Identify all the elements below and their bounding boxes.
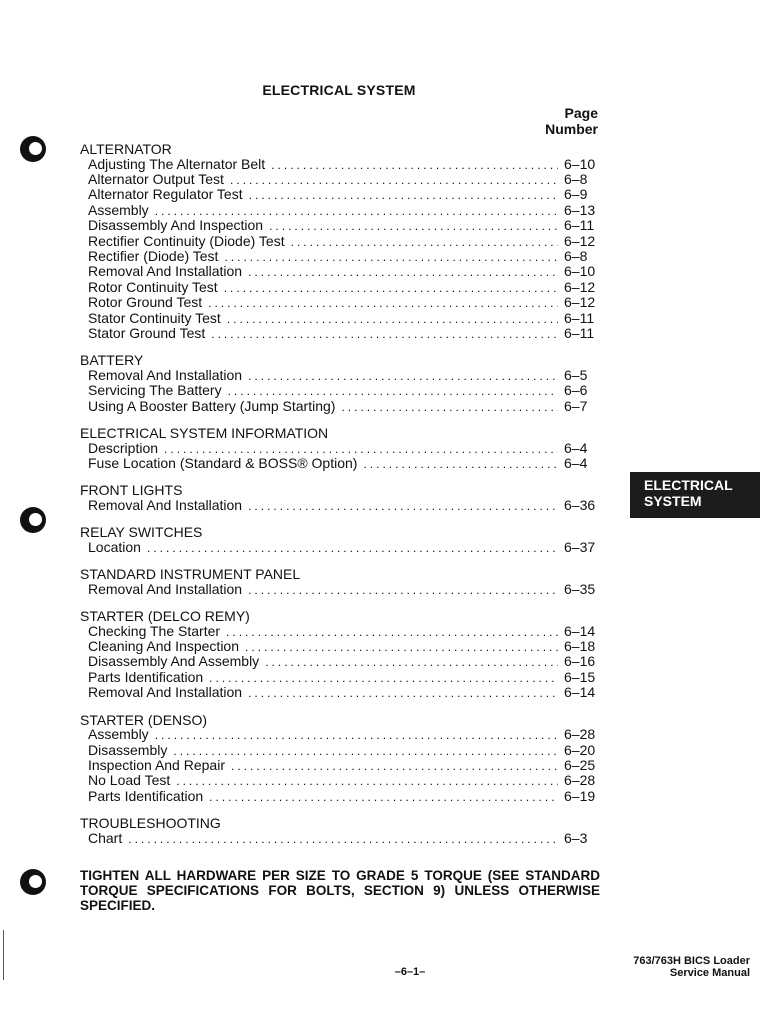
toc-entry: [80, 157, 598, 172]
toc-entry: [80, 743, 598, 758]
section-title: RELAY SWITCHES: [80, 524, 203, 541]
section-title: FRONT LIGHTS: [80, 482, 183, 499]
dot-leader: [265, 655, 558, 669]
toc-entry: [80, 831, 598, 846]
toc-entry: [80, 624, 598, 639]
toc-section: [80, 525, 598, 555]
dot-leader: [231, 759, 558, 773]
entry-page-number: 6–28: [564, 772, 596, 789]
entry-label: Disassembly And Inspection: [88, 217, 264, 234]
entry-label: Description: [88, 439, 159, 456]
toc-entry: [80, 187, 598, 202]
entry-label: Rotor Ground Test: [88, 294, 203, 311]
entry-label: Stator Ground Test: [88, 324, 206, 341]
entry-page-number: 6–15: [564, 668, 596, 685]
toc-entry: [80, 264, 598, 279]
toc-section: [80, 483, 598, 513]
dot-leader: [248, 686, 558, 700]
dot-leader: [164, 442, 558, 456]
entry-page-number: 6–11: [564, 217, 595, 234]
toc-entry: [80, 218, 598, 233]
entry-label: Rectifier (Diode) Test: [88, 247, 219, 264]
binder-hole-icon: [20, 869, 46, 895]
entry-page-number: 6–19: [564, 787, 596, 804]
manual-title-line2: Service Manual: [669, 967, 750, 979]
toc-entry: [80, 654, 598, 669]
page-header-line2: Number: [545, 121, 598, 137]
toc-entry: [80, 249, 598, 264]
dot-leader: [211, 327, 558, 341]
entry-page-number: 6–35: [564, 580, 596, 597]
entry-label: Fuse Location (Standard & BOSS® Option): [88, 455, 358, 471]
toc-entry: [80, 383, 598, 398]
dot-leader: [249, 188, 558, 202]
entry-label: Rectifier Continuity (Diode) Test: [88, 232, 285, 249]
section-title: STARTER (DENSO): [80, 711, 208, 728]
dot-leader: [209, 671, 558, 685]
entry-label: Chart: [88, 829, 123, 846]
entry-label: Inspection And Repair: [88, 756, 225, 773]
page-number-header: [545, 105, 598, 137]
binder-hole-icon: [20, 136, 46, 162]
entry-page-number: 6–11: [564, 324, 595, 341]
section-title: STANDARD INSTRUMENT PANEL: [80, 566, 301, 583]
entry-page-number: 6–20: [564, 741, 596, 758]
dot-leader: [227, 312, 558, 326]
dot-leader: [209, 790, 558, 804]
toc-section: [80, 353, 598, 414]
entry-page-number: 6–12: [564, 294, 596, 311]
dot-leader: [155, 204, 558, 218]
dot-leader: [224, 250, 558, 264]
toc-entry: [80, 280, 598, 295]
dot-leader: [248, 583, 558, 597]
dot-leader: [226, 625, 558, 639]
section-title: ELECTRICAL SYSTEM INFORMATION: [80, 425, 329, 442]
entry-label: Location: [88, 538, 141, 555]
entry-page-number: 6–11: [564, 309, 595, 326]
entry-page-number: 6–14: [564, 684, 596, 701]
toc-entry: [80, 399, 598, 414]
entry-page-number: 6–13: [564, 201, 596, 218]
dot-leader: [248, 265, 558, 279]
section-tab-line2: SYSTEM: [644, 493, 702, 509]
page-number: –6–1–: [394, 966, 426, 978]
dot-leader: [271, 158, 558, 172]
dot-leader: [228, 384, 558, 398]
entry-page-number: 6–9: [564, 186, 588, 203]
section-tab: [630, 472, 760, 518]
entry-label: Rotor Continuity Test: [88, 278, 218, 295]
toc-entry: [80, 234, 598, 249]
dot-leader: [128, 832, 558, 846]
entry-label: Assembly: [88, 201, 149, 218]
entry-page-number: 6–8: [564, 247, 588, 264]
toc-entry: [80, 639, 598, 654]
entry-label: Removal And Installation: [88, 684, 243, 701]
dot-leader: [173, 744, 558, 758]
entry-label: Disassembly: [88, 741, 168, 758]
entry-label: Checking The Starter: [88, 622, 221, 639]
dot-leader: [245, 640, 558, 654]
section-title: BATTERY: [80, 352, 144, 369]
toc-entry: [80, 498, 598, 513]
entry-label: Removal And Installation: [88, 263, 243, 280]
entry-page-number: 6–36: [564, 496, 596, 513]
entry-page-number: 6–14: [564, 622, 596, 639]
section-tab-line1: ELECTRICAL: [644, 477, 733, 493]
dot-leader: [155, 728, 558, 742]
dot-leader: [363, 457, 558, 471]
scan-edge-line: [3, 930, 4, 980]
page-header-line1: Page: [564, 105, 598, 121]
entry-page-number: 6–4: [564, 455, 588, 471]
entry-label: Using A Booster Battery (Jump Starting): [88, 397, 336, 414]
dot-leader: [208, 296, 558, 310]
dot-leader: [224, 281, 558, 295]
entry-page-number: 6–37: [564, 538, 596, 555]
entry-label: Alternator Output Test: [88, 170, 224, 187]
toc-entry: [80, 582, 598, 597]
toc-entry: [80, 727, 598, 742]
entry-label: Servicing The Battery: [88, 382, 222, 399]
dot-leader: [230, 173, 558, 187]
entry-label: Parts Identification: [88, 787, 204, 804]
toc-entry: [80, 172, 598, 187]
dot-leader: [269, 219, 558, 233]
entry-page-number: 6–28: [564, 726, 596, 743]
section-title: ALTERNATOR: [80, 141, 172, 157]
entry-label: No Load Test: [88, 772, 171, 789]
toc-entry: [80, 789, 598, 804]
toc-section: [80, 816, 598, 846]
dot-leader: [176, 774, 558, 788]
dot-leader: [248, 369, 558, 383]
dot-leader: [147, 541, 558, 555]
toc-entry: [80, 203, 598, 218]
manual-title-line1: 763/763H BICS Loader: [633, 955, 750, 967]
entry-page-number: 6–10: [564, 155, 596, 172]
entry-label: Assembly: [88, 726, 149, 743]
torque-note: TIGHTEN ALL HARDWARE PER SIZE TO GRADE 5 TORQUE (SEE STANDARD TORQUE SPECIFICATIONS FOR BOLTS, SECTION 9) UNLESS OTHERWISE SPECIFIED.: [80, 868, 600, 913]
entry-label: Removal And Installation: [88, 496, 243, 513]
entry-label: Disassembly And Assembly: [88, 653, 260, 670]
dot-leader: [341, 400, 558, 414]
toc-entry: [80, 685, 598, 700]
binder-hole-icon: [20, 507, 46, 533]
entry-label: Adjusting The Alternator Belt: [88, 155, 266, 172]
table-of-contents: [80, 142, 598, 858]
toc-entry: [80, 540, 598, 555]
toc-section: [80, 142, 598, 341]
entry-page-number: 6–6: [564, 382, 588, 399]
entry-page-number: 6–16: [564, 653, 596, 670]
section-title: TROUBLESHOOTING: [80, 815, 221, 832]
page-title: ELECTRICAL SYSTEM: [262, 82, 416, 98]
entry-page-number: 6–4: [564, 439, 588, 456]
entry-page-number: 6–18: [564, 638, 596, 655]
entry-label: Stator Continuity Test: [88, 309, 221, 326]
toc-entry: [80, 670, 598, 685]
entry-page-number: 6–8: [564, 170, 588, 187]
entry-page-number: 6–7: [564, 397, 588, 414]
entry-page-number: 6–5: [564, 366, 588, 383]
entry-page-number: 6–25: [564, 756, 596, 773]
toc-entry: [80, 295, 598, 310]
toc-section: [80, 609, 598, 701]
section-title: STARTER (DELCO REMY): [80, 608, 250, 625]
toc-entry: [80, 758, 598, 773]
toc-section: [80, 426, 598, 471]
entry-page-number: 6–12: [564, 278, 596, 295]
toc-section: [80, 567, 598, 597]
entry-label: Cleaning And Inspection: [88, 638, 239, 655]
toc-entry: [80, 773, 598, 788]
entry-label: Removal And Installation: [88, 366, 243, 383]
entry-page-number: 6–3: [564, 829, 588, 846]
entry-page-number: 6–12: [564, 232, 596, 249]
dot-leader: [291, 235, 558, 249]
entry-page-number: 6–10: [564, 263, 596, 280]
entry-label: Removal And Installation: [88, 580, 243, 597]
toc-entry: [80, 456, 598, 471]
entry-label: Parts Identification: [88, 668, 204, 685]
toc-entry: [80, 326, 598, 341]
toc-entry: [80, 368, 598, 383]
toc-section: [80, 713, 598, 805]
entry-label: Alternator Regulator Test: [88, 186, 243, 203]
dot-leader: [248, 499, 558, 513]
toc-entry: [80, 441, 598, 456]
toc-entry: [80, 311, 598, 326]
